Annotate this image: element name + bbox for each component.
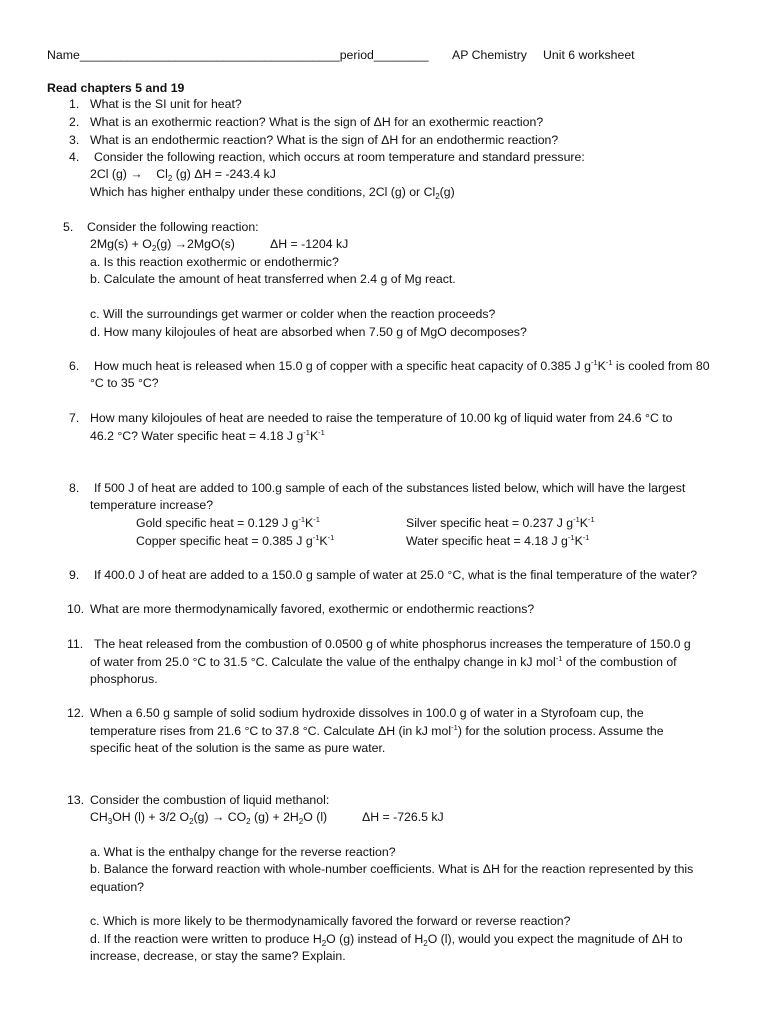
q10-number: 10. [67, 602, 85, 616]
q7-line2: 46.2 °C? Water specific heat = 4.18 J $g^{-1}K^{-1}$ [90, 428, 325, 443]
name-blank[interactable]: ______________________________________ [79, 48, 340, 62]
q7-line1: How many kilojoules of heat are needed to raise the temperature of 10.00 kg of liquid water from 24.6 °C to [90, 411, 673, 425]
q13-part-d-line1: d. If the reaction were written to produce $H_2O$ (g) instead of $H_2O$ (l), would you expect the magnitude of ΔH to [90, 932, 683, 948]
q5-enthalpy: ΔH = -1204 kJ [270, 237, 349, 251]
q4-number: 4. [69, 150, 80, 164]
q12-number: 12. [67, 706, 85, 720]
q6-number: 6. [69, 359, 80, 373]
q8-line1: If 500 J of heat are added to 100.g sample of each of the substances listed below, which will have the largest [94, 481, 686, 495]
header-line [47, 47, 429, 63]
q13-enthalpy: ΔH = -726.5 kJ [362, 810, 444, 824]
q2-number: 2. [69, 115, 80, 129]
q8-gold: Gold specific heat = 0.129 J $g^{-1}K^{-1}$ [136, 515, 320, 530]
q9-number: 9. [69, 568, 80, 582]
q13-part-c: c. Which is more likely to be thermodynamically favored the forward or reverse reaction? [90, 914, 571, 928]
q3-number: 3. [69, 133, 80, 147]
q2-text: What is an exothermic reaction? What is the sign of ΔH for an exothermic reaction? [90, 115, 544, 129]
q4-text: Consider the following reaction, which occurs at room temperature and standard pressure: [94, 150, 585, 164]
q13-equation: $CH_3OH$ (l) + 3/2 $O_2(g) \to CO_2$ $(g) + 2H_2O$ (l) [90, 810, 328, 826]
q1-text: What is the SI unit for heat? [90, 97, 242, 111]
q8-copper: Copper specific heat = 0.385 J $g^{-1}K^{-1}$ [136, 533, 335, 548]
q11-number: 11. [67, 637, 84, 651]
q11-line1: The heat released from the combustion of 0.0500 g of white phosphorus increases the temperature of 150.0 g [94, 637, 691, 651]
q3-text: What is an endothermic reaction? What is the sign of ΔH for an endothermic reaction? [90, 133, 559, 147]
q5-part-b: b. Calculate the amount of heat transferred when 2.4 g of Mg react. [90, 272, 456, 286]
q10-text: What are more thermodynamically favored, exothermic or endothermic reactions? [90, 602, 535, 616]
q13-part-a: a. What is the enthalpy change for the reverse reaction? [90, 845, 396, 859]
q1-number: 1. [69, 97, 80, 111]
q8-line2: temperature increase? [90, 498, 214, 512]
q13-part-b-line2: equation? [90, 880, 145, 894]
period-label: period [339, 48, 374, 62]
q13-text: Consider the combustion of liquid methanol: [90, 793, 330, 807]
period-blank[interactable]: ________ [373, 48, 429, 62]
q5-part-a: a. Is this reaction exothermic or endothermic? [90, 255, 339, 269]
q12-line3: specific heat of the solution is the same as pure water. [90, 741, 386, 755]
q4-equation: 2Cl (g) → $Cl_2$ (g) ΔH = -243.4 kJ [90, 167, 276, 183]
q11-line2: of water from 25.0 °C to 31.5 °C. Calculate the value of the enthalpy change in kJ mol$^{-1}$ of the combustion of [90, 654, 677, 669]
q8-silver: Silver specific heat = 0.237 J $g^{-1}K^{-1}$ [406, 515, 595, 530]
q9-text: If 400.0 J of heat are added to a 150.0 g sample of water at 25.0 °C, what is the final temperature of the water? [94, 568, 698, 582]
q6-line1: How much heat is released when 15.0 g of copper with a specific heat capacity of 0.385 J $g^{-1}K^{-1}$ is cooled from 80 [94, 358, 710, 373]
q8-water: Water specific heat = 4.18 J $g^{-1}K^{-1}$ [406, 533, 590, 548]
q7-number: 7. [69, 411, 80, 425]
q5-part-c: c. Will the surroundings get warmer or colder when the reaction proceeds? [90, 307, 496, 321]
q11-line3: phosphorus. [90, 672, 158, 686]
q5-part-d: d. How many kilojoules of heat are absorbed when 7.50 g of MgO decomposes? [90, 325, 527, 339]
q5-equation: $2Mg(s) + O_2(g) \to 2MgO(s)$ [90, 237, 235, 253]
q13-part-d-line2: increase, decrease, or stay the same? Explain. [90, 949, 346, 963]
q12-line2: temperature rises from 21.6 °C to 37.8 °C. Calculate ΔH (in kJ mol$^{-1}$) for the solution process. Assume the [90, 723, 664, 738]
q13-part-b-line1: b. Balance the forward reaction with whole-number coefficients. What is ΔH for the reaction represented by this [90, 862, 694, 876]
q5-number: 5. [63, 220, 74, 234]
q6-line2: °C to 35 °C? [90, 376, 159, 390]
unit-title: Unit 6 worksheet [543, 48, 635, 62]
course-title: AP Chemistry [452, 48, 527, 62]
q4-question: Which has higher enthalpy under these conditions, 2Cl (g) or $Cl_2(g)$ [90, 185, 455, 201]
intro-instruction: Read chapters 5 and 19 [47, 81, 185, 95]
q13-number: 13. [67, 793, 85, 807]
q8-number: 8. [69, 481, 80, 495]
q5-text: Consider the following reaction: [87, 220, 259, 234]
q12-line1: When a 6.50 g sample of solid sodium hydroxide dissolves in 100.0 g of water in a Styrofoam cup, the [90, 706, 644, 720]
name-label: Name [47, 48, 80, 62]
